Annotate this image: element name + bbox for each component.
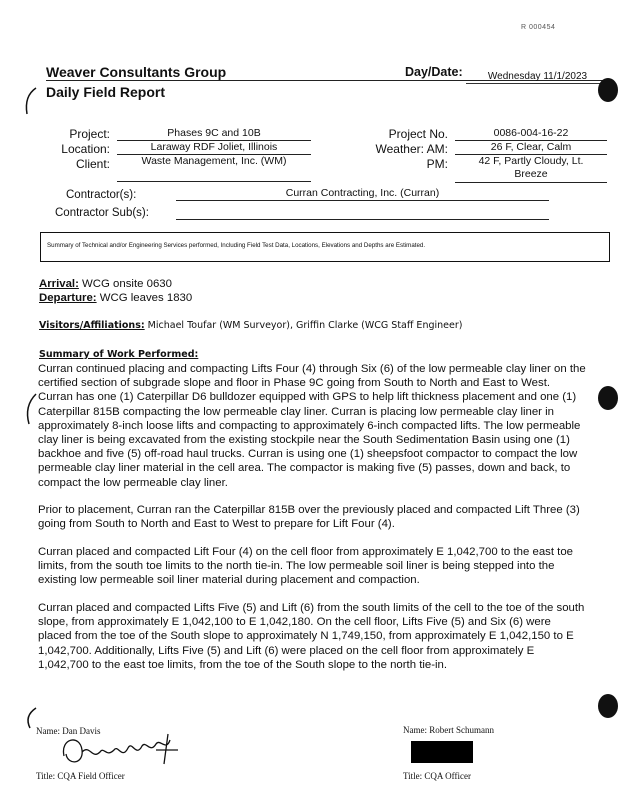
contractor-value: Curran Contracting, Inc. (Curran) — [176, 187, 549, 201]
weather-am-value: 26 F, Clear, Calm — [455, 141, 607, 155]
right-signer-name: Name: Robert Schumann — [403, 725, 494, 735]
contractor-label: Contractor(s): — [66, 189, 137, 201]
handwritten-signature — [56, 730, 186, 770]
departure-label: Departure: — [39, 292, 97, 304]
visitors-label: Visitors/Affiliations: — [39, 320, 145, 331]
report-title: Daily Field Report — [46, 84, 166, 100]
client-label: Client: — [75, 157, 110, 171]
arrival-line — [39, 277, 172, 291]
binder-arc-mark — [20, 86, 40, 116]
punch-hole — [598, 386, 618, 410]
weather-pm-value-line1: 42 F, Partly Cloudy, Lt. — [478, 155, 584, 167]
location-value: Laraway RDF Joliet, Illinois — [117, 141, 311, 155]
summary-notice-text: Summary of Technical and/or Engineering Services performed, Including Field Test Data, Locations, Elevations and Depths are Estimated. — [47, 242, 426, 249]
weather-pm-underline — [455, 182, 607, 183]
client-underline — [117, 181, 311, 182]
day-date-label: Day/Date: — [405, 65, 463, 79]
location-label: Location: — [61, 142, 110, 156]
work-paragraph-4: Curran placed and compacted Lifts Five (5) and Lift (6) from the south limits of the cell to the toe of the south slope, from approximately E 1,042,100 to E 1,042,180. On the cell floor, Lifts Five (5) and Six (6) were placed from the toe of the South slope to approximately N 1,749,150, from approximately E 1,042,150 to E 1,042,700. Additionally, Lifts Five (5) and Lift (6) were placed on the cell floor from approximately E 1,042,700 to the east toe limits, from the toe of the South slope to the north tie-in. — [38, 602, 585, 671]
weather-pm-value-line2: Breeze — [514, 168, 548, 180]
left-signer-title: Title: CQA Field Officer — [36, 771, 125, 781]
summary-notice-box — [40, 232, 610, 262]
contractor-sub-value — [176, 206, 549, 220]
right-signer-title: Title: CQA Officer — [403, 771, 472, 781]
contractor-sub-label: Contractor Sub(s): — [55, 207, 149, 219]
work-paragraph-2: Prior to placement, Curran ran the Caterpillar 815B over the previously placed and compacted Lift Three (3) going from South to North and East to West to prepare for Lift Four (4). — [38, 504, 580, 531]
punch-hole — [598, 78, 618, 102]
work-paragraph-1: Curran continued placing and compacting Lifts Four (4) through Six (6) of the low permeable clay liner on the certified section of subgrade slope and floor in Phase 9C going from South to North and East to West. Curran has one (1) Caterpillar D6 bulldozer equipped with GPS to help lift thickness placement and one (1) Caterpillar 815B compacting the low permeable clay liner. Curran is placing low permeable clay liner in approximately 8-inch loose lifts and compacting to approximately 6-inch compacted lifts. The low permeable clay liner is being excavated from the existing stockpile near the South Sedimentation Basin using one (1) backhoe and five (5) off-road haul trucks. Curran is using one (1) sheepsfoot compactor to compact the low permeable clay liner material in the cell area. The compactor is making five (5) passes, down and back, to compact the low permeable clay liner. — [38, 363, 586, 489]
visitors-value: Michael Toufar (WM Surveyor), Griffin Clarke (WCG Staff Engineer) — [144, 320, 463, 331]
arrival-value: WCG onsite 0630 — [78, 278, 172, 290]
day-date-value: Wednesday 11/1/2023 — [466, 71, 609, 84]
redacted-signature-block — [411, 741, 473, 763]
project-label: Project: — [69, 127, 110, 141]
weather-pm-label: PM: — [426, 157, 448, 171]
left-signer-name: Name: Dan Davis — [36, 726, 101, 736]
arrival-label: Arrival: — [39, 278, 79, 290]
project-no-value: 0086-004-16-22 — [455, 127, 607, 141]
client-value: Waste Management, Inc. (WM) — [141, 155, 287, 167]
visitors-line — [39, 320, 462, 331]
departure-value: WCG leaves 1830 — [96, 292, 193, 304]
bates-number: R 000454 — [521, 24, 556, 31]
work-paragraph-3: Curran placed and compacted Lift Four (4) on the cell floor from approximately E 1,042,700 to the east toe limits, from the south toe limits to the north tie-in. The low permeable soil liner is being stepped into the existing low permeable soil liner material during placement and compaction. — [38, 546, 574, 587]
company-name: Weaver Consultants Group — [46, 64, 227, 80]
project-value: Phases 9C and 10B — [117, 127, 311, 141]
work-summary-heading: Summary of Work Performed: — [39, 349, 199, 360]
binder-arc-mark — [20, 392, 40, 426]
project-no-label: Project No. — [388, 127, 448, 141]
punch-hole — [598, 694, 618, 718]
weather-am-label: Weather: AM: — [375, 142, 448, 156]
departure-line — [39, 291, 192, 305]
